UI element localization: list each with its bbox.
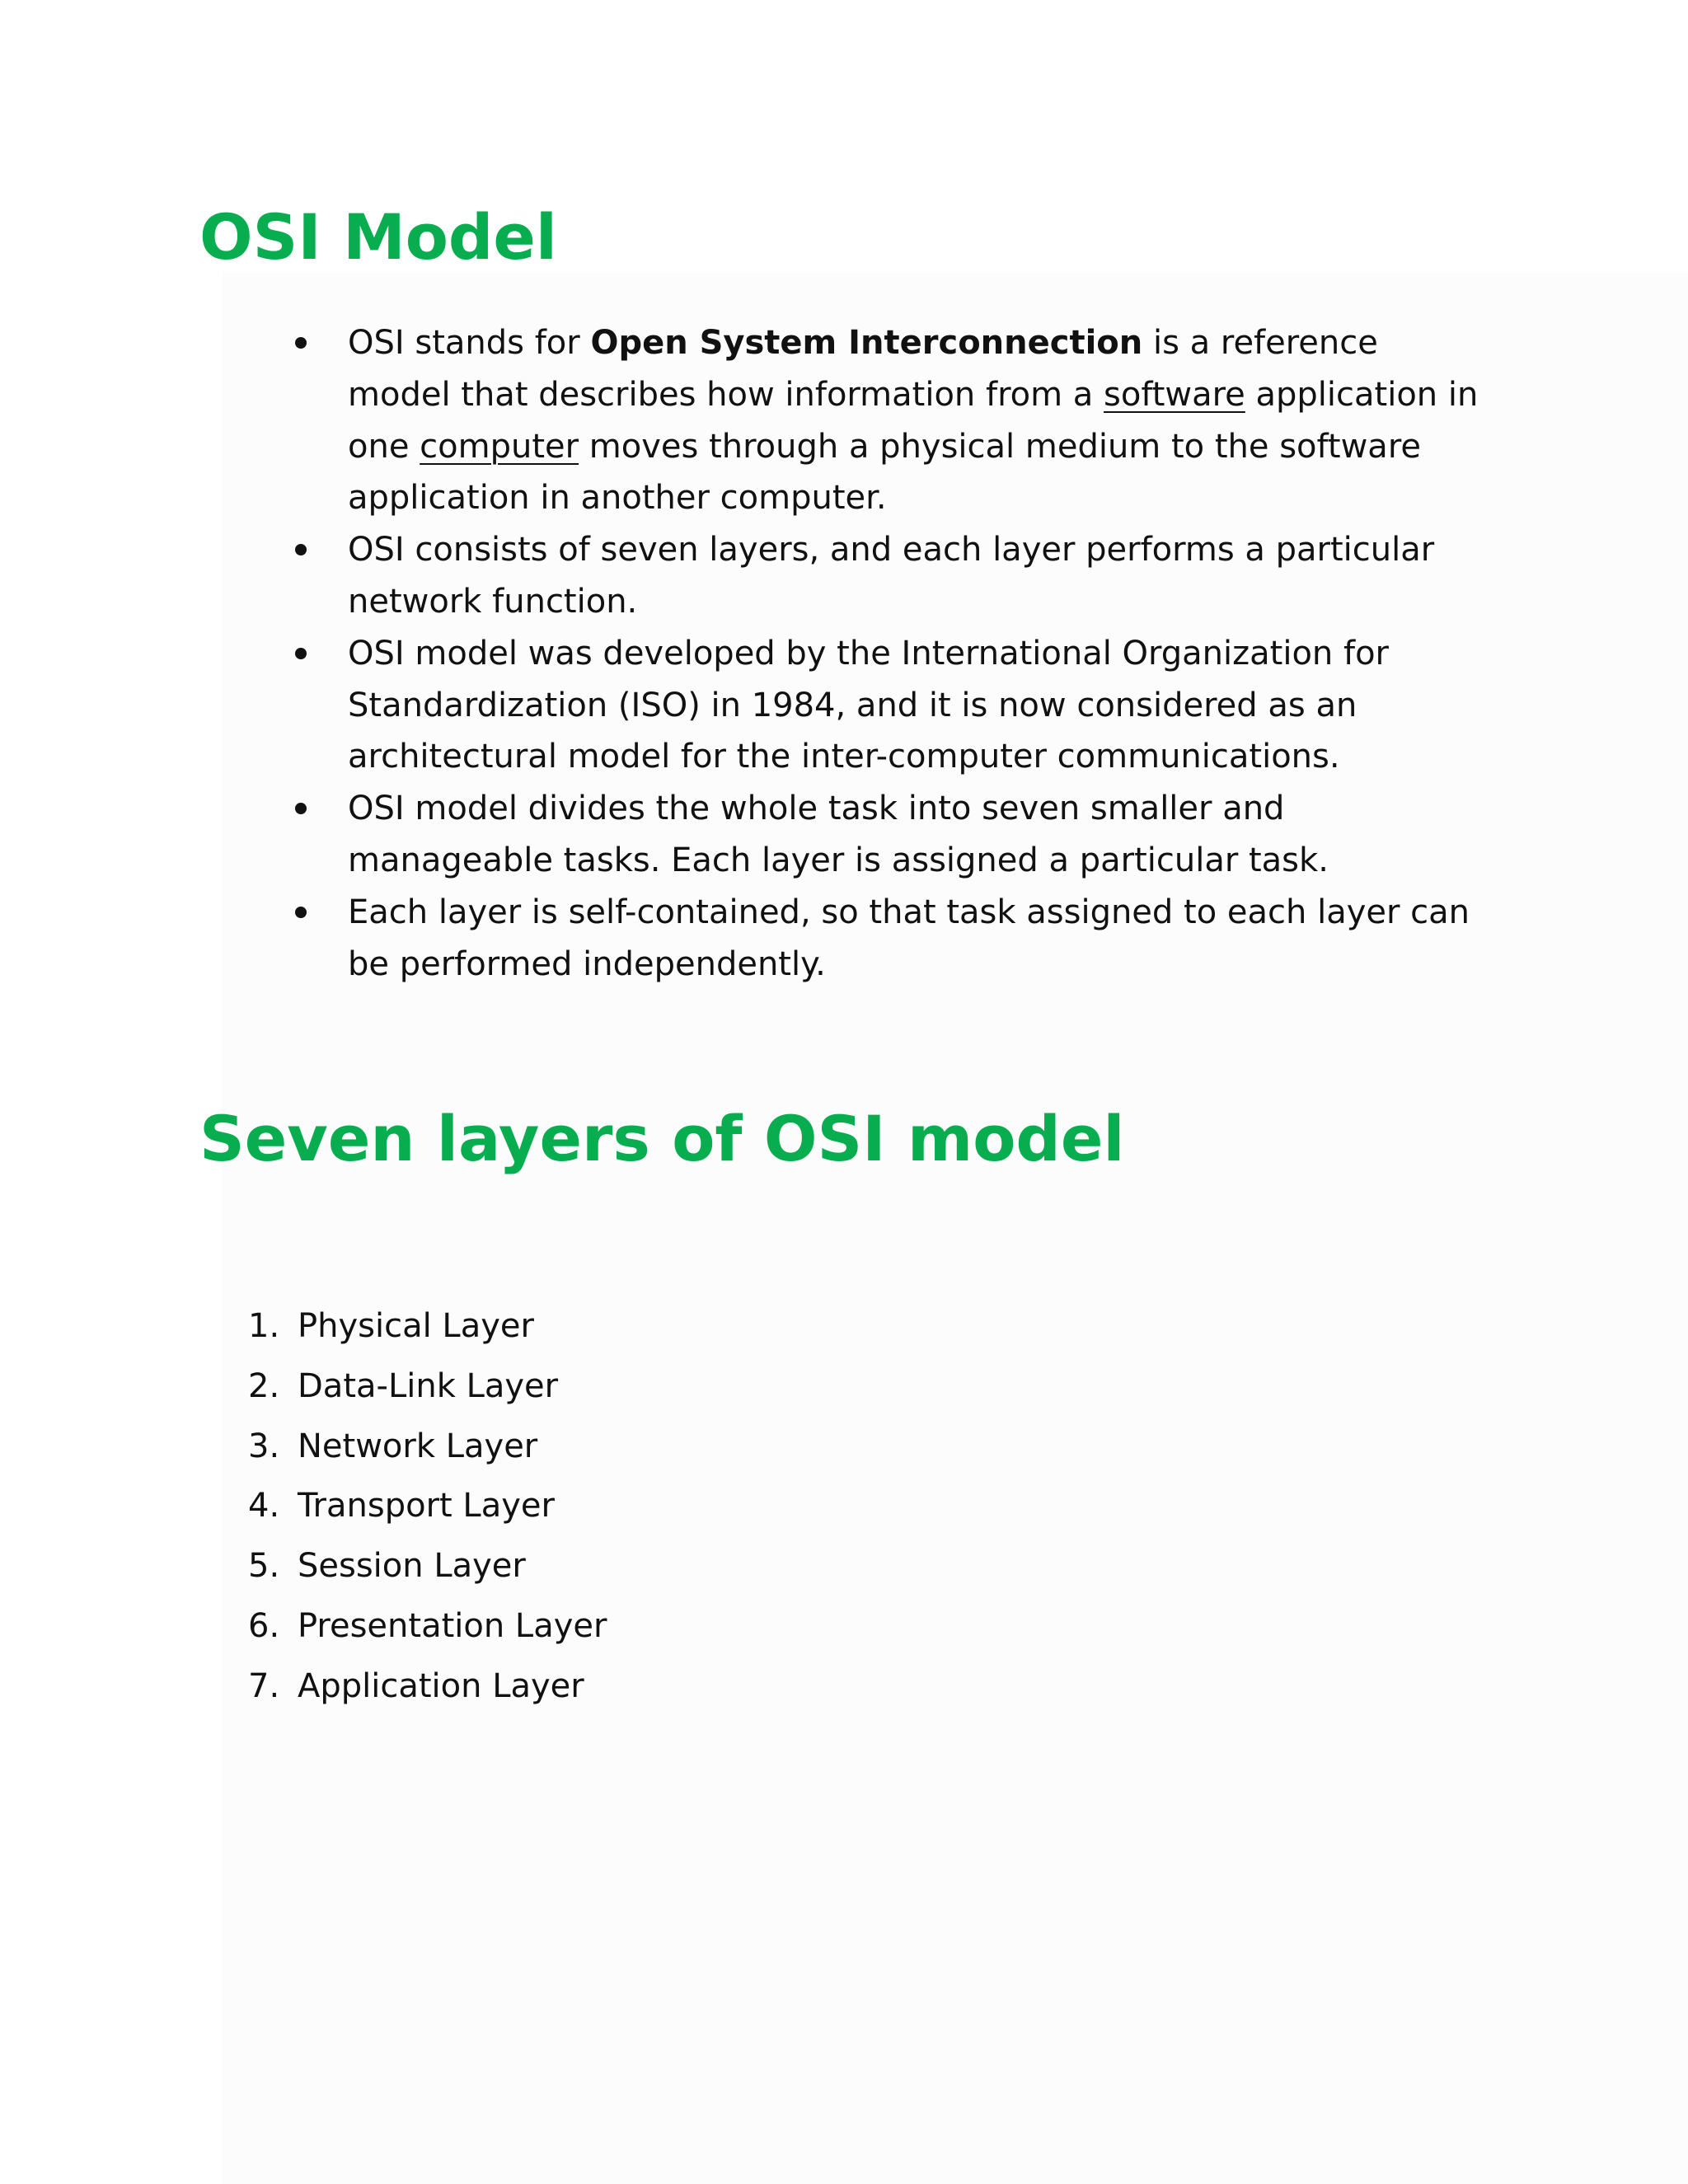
text-span: model that describes how information from a xyxy=(348,375,1104,414)
layer-number: 5. xyxy=(248,1547,280,1586)
software-link[interactable]: software xyxy=(1104,375,1245,414)
text-span: application in xyxy=(1245,375,1479,414)
bullet-item-self-contained xyxy=(0,887,1502,991)
bullet-line xyxy=(348,421,1502,473)
layer-number: 2. xyxy=(248,1366,280,1405)
bullet-icon xyxy=(295,544,307,555)
bullet-icon xyxy=(295,803,307,814)
layer-name: Physical Layer xyxy=(298,1307,534,1345)
layer-number: 3. xyxy=(248,1427,280,1465)
osi-model-heading: OSI Model xyxy=(199,200,557,274)
layer-number: 6. xyxy=(248,1606,280,1645)
osi-bullet-list xyxy=(0,317,1502,990)
bullet-line: architectural model for the inter-computer communications. xyxy=(348,738,1340,776)
bullet-line xyxy=(348,317,1502,369)
bold-term: Open System Interconnection xyxy=(590,324,1143,362)
bullet-line: OSI model was developed by the International Organization for xyxy=(348,634,1389,673)
bullet-line: Standardization (ISO) in 1984, and it is now considered as an xyxy=(348,686,1357,724)
bullet-icon xyxy=(295,907,307,918)
seven-layers-heading: Seven layers of OSI model xyxy=(199,1102,1125,1175)
bullet-line xyxy=(348,369,1502,421)
layer-name: Presentation Layer xyxy=(298,1606,607,1645)
layer-name: Network Layer xyxy=(298,1427,538,1465)
layer-number: 7. xyxy=(248,1666,280,1705)
bullet-line: OSI consists of seven layers, and each layer performs a particular xyxy=(348,531,1435,569)
layer-number: 1. xyxy=(248,1307,280,1345)
text-span: OSI stands for xyxy=(348,324,591,362)
bullet-line: OSI model divides the whole task into seven smaller and xyxy=(348,790,1285,828)
layer-number: 4. xyxy=(248,1487,280,1526)
computer-link[interactable]: computer xyxy=(420,427,579,466)
bullet-line: Each layer is self-contained, so that task assigned to each layer can xyxy=(348,893,1470,931)
bullet-line: application in another computer. xyxy=(348,479,887,518)
bullet-item-tasks xyxy=(0,783,1502,887)
bullet-line: manageable tasks. Each layer is assigned a particular task. xyxy=(348,841,1329,879)
layer-name: Session Layer xyxy=(298,1547,526,1586)
layer-name: Data-Link Layer xyxy=(298,1366,559,1405)
bullet-icon xyxy=(295,337,307,349)
bullet-item-definition xyxy=(0,317,1502,524)
bullet-line: be performed independently. xyxy=(348,944,826,983)
bullet-item-layers xyxy=(0,524,1502,628)
text-span: moves through a physical medium to the software xyxy=(579,427,1421,466)
bullet-item-iso xyxy=(0,628,1502,783)
text-span: is a reference xyxy=(1142,324,1378,362)
bullet-line: network function. xyxy=(348,582,638,621)
bullet-icon xyxy=(295,648,307,659)
layer-name: Transport Layer xyxy=(298,1487,555,1526)
layer-name: Application Layer xyxy=(298,1666,584,1705)
text-span: one xyxy=(348,427,420,466)
